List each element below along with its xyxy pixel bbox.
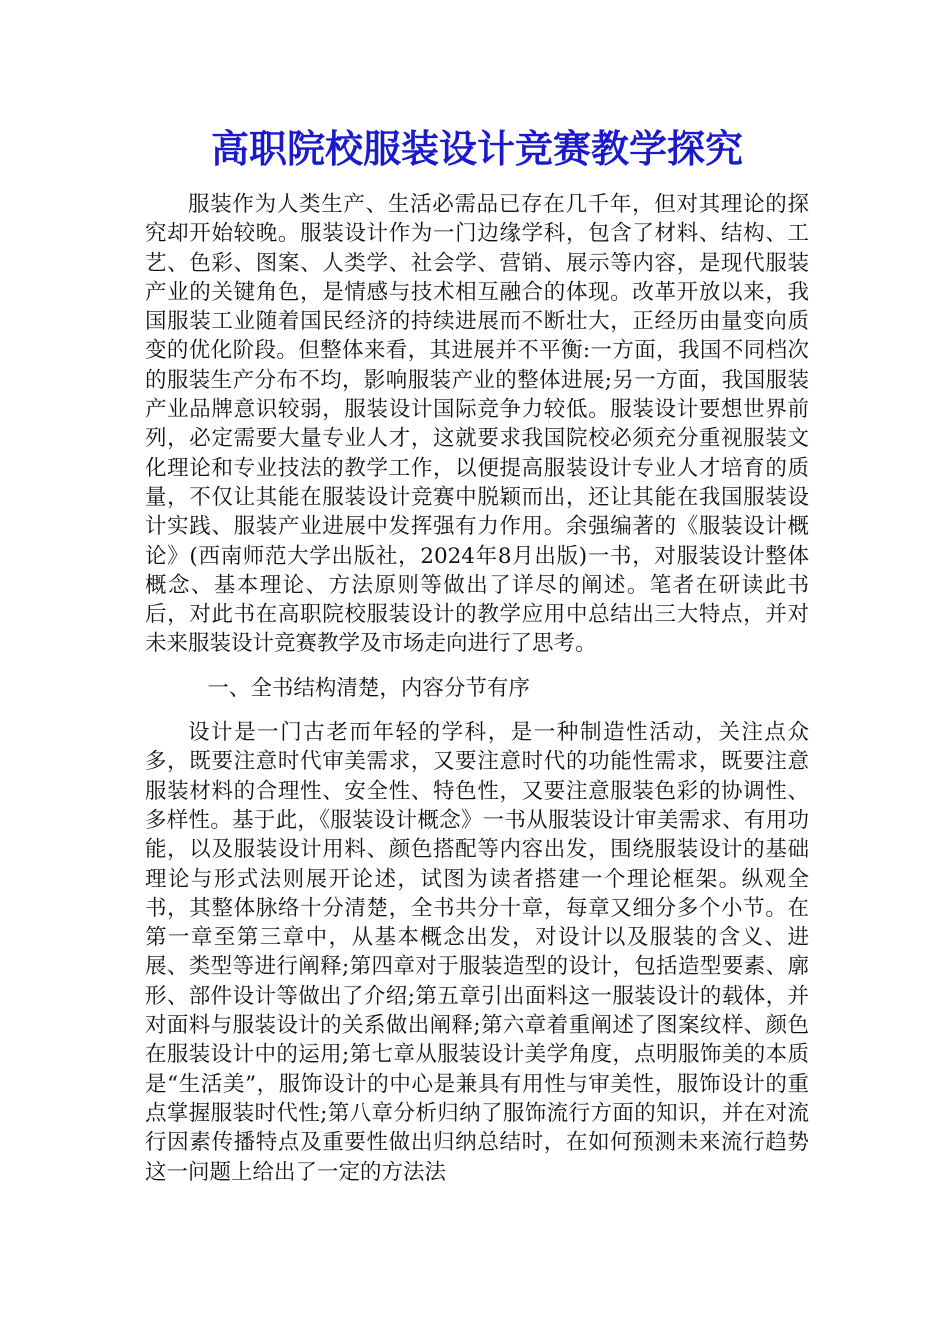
section-paragraph: 设计是一门古老而年轻的学科，是一种制造性活动，关注点众多，既要注意时代审美需求，又要注意时代的功能性需求，既要注意服装材料的合理性、安全性、特色性，又要注意服装色彩的协调性、多样性。基于此，《服装设计概念》一书从服装设计审美需求、有用功能，以及服装设计用料、颜色搭配等内容出发，围绕服装设计的基础理论与形式法则展开论述，试图为读者搭建一个理论框架。纵观全书，其整体脉络十分清楚，全书共分十章，每章又细分多个小节。在第一章至第三章中，从基本概念出发，对设计以及服装的含义、进展、类型等进行阐释;第四章对于服装造型的设计，包括造型要素、廓形、部件设计等做出了介绍;第五章引出面料这一服装设计的载体，并对面料与服装设计的关系做出阐释;第六章着重阐述了图案纹样、颜色在服装设计中的运用;第七章从服装设计美学角度，点明服饰美的本质是“生活美”，服饰设计的中心是兼具有用性与审美性，服饰设计的重点掌握服装时代性;第八章分析归纳了服饰流行方面的知识，并在对流行因素传播特点及重要性做出归纳总结时，在如何预测未来流行趋势这一问题上给出了一定的方法法 xyxy=(145,720,809,1185)
section-heading: 一、全书结构清楚，内容分节有序 xyxy=(207,675,530,701)
document-page xyxy=(145,118,809,1187)
document-title: 高职院校服装设计竞赛教学探究 xyxy=(210,126,743,171)
intro-paragraph: 服装作为人类生产、生活必需品已存在几千年，但对其理论的探究却开始较晚。服装设计作为一门边缘学科，包含了材料、结构、工艺、色彩、图案、人类学、社会学、营销、展示等内容，是现代服装产业的关键角色，是情感与技术相互融合的体现。改革开放以来，我国服装工业随着国民经济的持续进展而不断壮大，正经历由量变向质变的优化阶段。但整体来看，其进展并不平衡:一方面，我国不同档次的服装生产分布不均，影响服装产业的整体进展;另一方面，我国服装产业品牌意识较弱，服装设计国际竞争力较低。服装设计要想世界前列，必定需要大量专业人才，这就要求我国院校必须充分重视服装文化理论和专业技法的教学工作，以便提高服装设计专业人才培育的质量，不仅让其能在服装设计竞赛中脱颖而出，还让其能在我国服装设计实践、服装产业进展中发挥强有力作用。余强编著的《服装设计概论》(西南师范大学出版社，2024年8月出版)一书，对服装设计整体概念、基本理论、方法原则等做出了详尽的阐述。笔者在研读此书后，对此书在高职院校服装设计的教学应用中总结出三大特点，并对未来服装设计竞赛教学及市场走向进行了思考。 xyxy=(145,192,809,657)
